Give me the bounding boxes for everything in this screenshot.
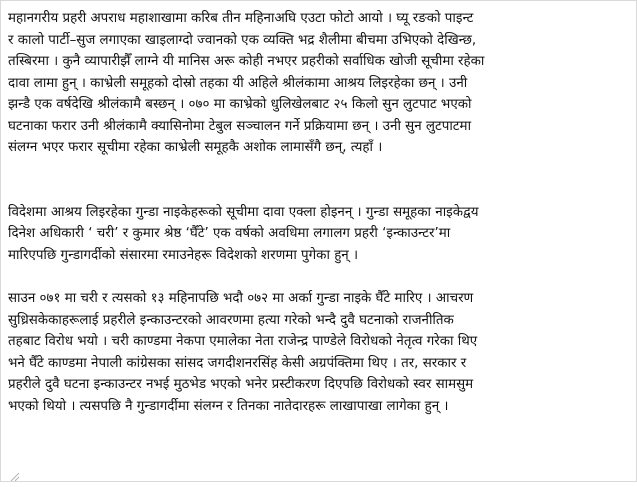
- text-line: मारिएपछि गुन्डागर्दीको संसारमा रमाउनेहरू विदेशको शरणमा पुगेका हुन् ।: [8, 247, 359, 263]
- text-line: घटनाका फरार उनी श्रीलंकामै क्यासिनोमा टेबुल सञ्चालन गर्ने प्रक्रियामा छन् । उनी सुन लुटपाटमा: [8, 118, 472, 134]
- text-line: सुध्रिसकेकाहरूलाई प्रहरीले इन्काउन्टरको आवरणमा हत्या गरेको भन्दै दुवै घटनाको राजनीतिक: [8, 312, 454, 328]
- text-line: साउन ०७१ मा चरी र त्यसको १३ महिनापछि भदौ ०७२ मा अर्का गुन्डा नाइके घैँटे मारिए । आचरण: [8, 291, 474, 306]
- text-line: विदेशमा आश्रय लिइरहेका गुन्डा नाइकेहरूको सूचीमा दावा एक्ला होइनन् । गुन्डा समूहका नाइकेद्वय: [8, 204, 479, 220]
- resize-grip-icon[interactable]: [10, 469, 20, 479]
- text-line: तहबाट विरोध भयो । चरी काण्डमा नेकपा एमालेका नेता राजेन्द्र पाण्डेले विरोधको नेतृत्व गरेका थिए: [8, 334, 478, 349]
- text-line: भएको थियो । त्यसपछि नै गुन्डागर्दीमा संलग्न र तिनका नातेदारहरू लाखापाखा लागेका हुन् ।: [8, 398, 449, 414]
- text-line: दावा लामा हुन् । काभ्रेली समूहको दोस्रो तहका यी अहिले श्रीलंकामा आश्रय लिइरहेका छन् । उनी: [8, 75, 468, 91]
- paragraph: [8, 8, 626, 159]
- text-line: भने घैँटे काण्डमा नेपाली कांग्रेसका सांसद जगदीशनरसिंह केसी अग्रपंक्तिमा थिए । तर, सरकार र: [8, 355, 467, 371]
- text-line: महानगरीय प्रहरी अपराध महाशाखामा करिब तीन महिनाअघि एउटा फोटो आयो । घ्यू रङको पाइन्ट: [8, 11, 474, 26]
- text-line: झन्डै एक वर्षदेखि श्रीलंकामै बस्छन् । ०७० मा काभ्रेको धुलिखेलबाट २५ किलो सुन लुटपाट भएको: [8, 97, 472, 112]
- paragraph: [8, 288, 626, 417]
- editor-content[interactable]: [8, 8, 626, 417]
- text-line: तस्बिरमा । कुनै व्यापारीझैँ लाग्ने यी मानिस अरू कोही नभएर प्रहरीको सर्वाधिक खोजी सूचीमा रहेका: [8, 54, 485, 69]
- text-line: प्रहरीले दुवै घटना इन्काउन्टर नभई मुठभेड भएको भनेर प्रस्टीकरण दिएपछि विरोधको स्वर सामसुम: [8, 377, 474, 392]
- text-line: संलग्न भएर फरार सूचीमा रहेका काभ्रेली समूहकै अशोक लामासँगै छन्, त्यहाँ ।: [8, 140, 383, 155]
- text-line: दिनेश अधिकारी ‘ चरी’ र कुमार श्रेष्ठ ‘घैँटे’ एक वर्षको अवधिमा लगालग प्रहरी ‘इन्काउन्टर’मा: [8, 226, 451, 241]
- text-line: र कालो पार्टी–सुज लगाएका खाइलाग्दो ज्वानको एक व्यक्ति भद्र शैलीमा बीचमा उभिएको देखिन्छ,: [8, 32, 477, 48]
- paragraph: [8, 202, 626, 267]
